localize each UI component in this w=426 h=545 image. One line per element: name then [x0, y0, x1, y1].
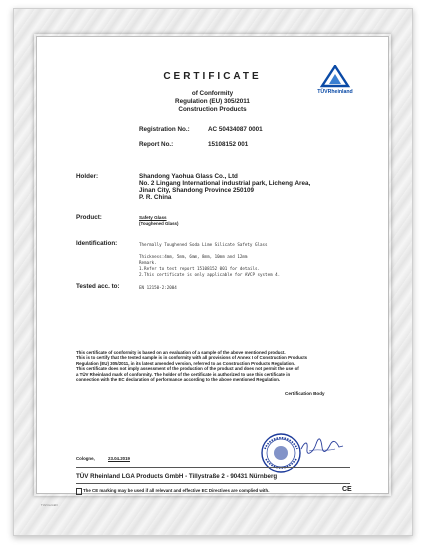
- company-line: TÜV Rheinland LGA Products GmbH - Tillystraße 2 - 90431 Nürnberg: [76, 473, 278, 480]
- holder-label: Holder:: [76, 173, 99, 180]
- ce-divider: [76, 483, 350, 484]
- issue-date: 23.04.2019: [108, 456, 130, 461]
- ce-warning-icon: [76, 488, 82, 495]
- certificate-title: CERTIFICATE: [163, 71, 262, 82]
- logo-text: TÜVRheinland: [317, 89, 353, 95]
- ce-mark: CE: [342, 486, 352, 493]
- form-code: TUV-Cert-EN: [41, 503, 58, 507]
- identification-line-4: Remark.: [139, 260, 157, 265]
- holder-line-4: P. R. China: [139, 194, 172, 201]
- holder-line-1: Shandong Yaohua Glass Co., Ltd: [139, 173, 238, 180]
- signature: [299, 435, 345, 457]
- conformity-line-4: This certificate does not imply assessment of the production of the product and does not permit the use of: [76, 366, 299, 372]
- tuv-rheinland-logo: [315, 65, 355, 95]
- report-label: Report No.:: [139, 141, 174, 148]
- subtitle-line-3: Construction Products: [178, 106, 247, 113]
- tested-value: EN 12150-2:2004: [139, 285, 177, 290]
- product-sub: (Toughened Glass): [139, 221, 179, 226]
- holder-line-2: No. 2 Lingang International industrial park, Licheng Area,: [139, 180, 311, 187]
- product-name: Safety Glass: [139, 215, 167, 220]
- certificate-paper: [36, 36, 389, 507]
- holder-line-3: Jinan City, Shandong Province 250109: [139, 187, 255, 194]
- identification-line-6: 2.This certificate is only applicable for AVCP system 4.: [139, 272, 281, 277]
- registration-value: AC 50434087 0001: [208, 126, 263, 133]
- tested-label: Tested acc. to:: [76, 283, 120, 290]
- official-stamp: [259, 431, 303, 475]
- subtitle-line-2: Regulation (EU) 305/2011: [175, 98, 250, 105]
- identification-line-1: Thermally Toughened Soda Lime Silicate Safety Glass: [139, 242, 268, 247]
- conformity-line-5: a TÜV Rheinland mark of conformity. The holder of the certificate is authorized to use this certificate in: [76, 371, 291, 377]
- subtitle-line-1: of Conformity: [191, 90, 234, 97]
- report-value: 15108152 001: [208, 141, 249, 148]
- city: Cologne,: [76, 456, 95, 461]
- product-label: Product:: [76, 214, 102, 221]
- registration-label: Registration No.:: [139, 126, 190, 133]
- identification-label: Identification:: [76, 240, 118, 247]
- identification-line-5: 1.Refer to test report 15108152 001 for details.: [139, 266, 261, 271]
- certification-body-label: Certification Body: [285, 391, 325, 396]
- footer-divider: [76, 467, 350, 468]
- conformity-line-3: Regulation (EU) 305/2011, in its latest amended version, referred to as Construction Products Regulation.: [76, 360, 296, 366]
- conformity-line-1: This certificate of conformity is based on an evaluation of a sample of the above mentioned product.: [76, 350, 286, 355]
- conformity-line-2: This is to certify that the tested sample is in conformity with all provisions of Annex I of Construction Products: [76, 355, 308, 361]
- conformity-line-6: connection with the EC declaration of performance according to the above mentioned Regulation.: [76, 377, 281, 382]
- ce-note: The CE marking may be used if all relevant and effective EC Directives are complied with.: [83, 488, 270, 493]
- identification-line-3: Thickness:4mm, 5mm, 6mm, 8mm, 10mm and 12mm: [139, 254, 248, 259]
